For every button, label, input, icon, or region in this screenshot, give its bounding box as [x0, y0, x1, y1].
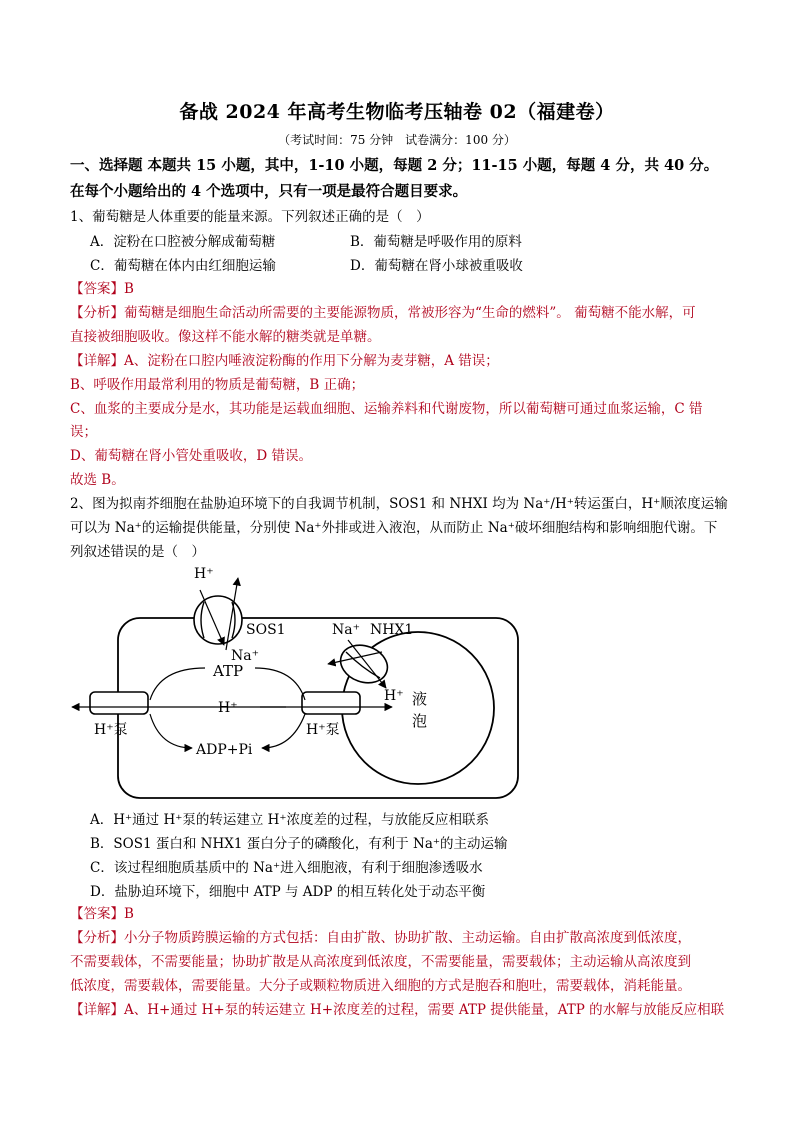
q1-analysis-line1	[70, 302, 730, 324]
q2-option-b: B．SOS1 蛋白和 NHX1 蛋白分子的磷酸化，有利于 Na⁺的主动运输	[90, 836, 508, 852]
answer-value: B	[124, 906, 134, 922]
q2-analysis-line2: 不需要载体，不需要能量；协助扩散是从高浓度到低浓度，不需要能量，需要载体；主动运输从高浓度到	[70, 954, 691, 970]
atp-curve-right	[255, 668, 305, 700]
label-pump-right: H⁺泵	[306, 722, 340, 738]
q1-answer	[70, 278, 730, 300]
q1-detail-line5: D、葡萄糖在肾小管处重吸收，D 错误。	[70, 448, 312, 464]
label-sos1: SOS1	[246, 622, 286, 638]
atp-curve-left	[150, 668, 205, 700]
detail-tag: 【详解】	[70, 353, 124, 369]
analysis-text: 葡萄糖是细胞生命活动所需要的主要能源物质，常被形容为“生命的燃料”。 葡萄糖不能水解，可	[124, 305, 696, 321]
detail-tag: 【详解】	[70, 1002, 124, 1018]
q1-detail-line4: 误；	[70, 424, 97, 440]
sos1-protein	[194, 578, 242, 650]
label-atp: ATP	[213, 662, 244, 680]
q2-analysis-line1	[70, 927, 730, 949]
proton-pump-left	[90, 692, 148, 714]
exam-info: （考试时间：75 分钟 试卷满分：100 分）	[278, 133, 516, 147]
section-heading-line2: 在每个小题给出的 4 个选项中，只有一项是最符合题目要求。	[70, 183, 468, 200]
q1-option-b: B．葡萄糖是呼吸作用的原料	[350, 234, 522, 250]
q1-detail-line3: C、血浆的主要成分是水，其功能是运载血细胞、运输养料和代谢废物，所以葡萄糖可通过血浆运输，C 错	[70, 401, 703, 417]
q1-conclusion: 故选 B。	[70, 472, 125, 488]
q1-stem: 1、葡萄糖是人体重要的能量来源。下列叙述正确的是（ ）	[70, 209, 430, 225]
analysis-text: 小分子物质跨膜运输的方式包括：自由扩散、协助扩散、主动运输。自由扩散高浓度到低浓度，	[124, 930, 691, 946]
detail-text: A、淀粉在口腔内唾液淀粉酶的作用下分解为麦芽糖，A 错误；	[124, 353, 499, 369]
label-h-vac: H⁺	[384, 688, 404, 704]
label-na-nhx1: Na⁺	[332, 622, 360, 638]
q2-option-a: A．H⁺通过 H⁺泵的转运建立 H⁺浓度差的过程，与放能反应相联系	[90, 812, 490, 828]
q1-option-c: C．葡萄糖在体内由红细胞运输	[90, 258, 276, 274]
q2-analysis-line3: 低浓度，需要载体，需要能量。大分子或颗粒物质进入细胞的方式是胞吞和胞吐，需要载体，消耗能量。	[70, 978, 691, 994]
cell-diagram	[60, 556, 540, 806]
label-adp: ADP+Pi	[196, 742, 253, 758]
q1-detail-line2: B、呼吸作用最常利用的物质是葡萄糖，B 正确；	[70, 377, 365, 393]
q2-stem-line1: 2、图为拟南芥细胞在盐胁迫环境下的自我调节机制，SOS1 和 NHXI 均为 Na⁺/H⁺转运蛋白，H⁺顺浓度运输	[70, 496, 728, 512]
label-pump-left: H⁺泵	[94, 722, 128, 738]
q2-detail-line1	[70, 999, 730, 1021]
q2-option-d: D．盐胁迫环境下，细胞中 ATP 与 ADP 的相互转化处于动态平衡	[90, 884, 486, 900]
q2-answer	[70, 903, 730, 925]
q1-option-a: A．淀粉在口腔被分解成葡萄糖	[90, 234, 276, 250]
adp-curve-right	[262, 714, 305, 748]
label-h-top: H⁺	[194, 566, 214, 582]
label-na-sos1: Na⁺	[231, 648, 259, 664]
proton-pump-right	[302, 692, 360, 714]
answer-tag: 【答案】	[70, 906, 124, 922]
q1-analysis-line2: 直接被细胞吸收。像这样不能水解的糖类就是单糖。	[70, 329, 381, 345]
answer-value: B	[124, 281, 134, 297]
answer-tag: 【答案】	[70, 281, 124, 297]
q1-option-d: D．葡萄糖在肾小球被重吸收	[350, 258, 523, 274]
section-heading-line1: 一、选择题 本题共 15 小题，其中，1-10 小题，每题 2 分；11-15 小题，每题 4 分，共 40 分。	[70, 157, 719, 174]
label-vacuole-2: 泡	[412, 712, 428, 730]
q2-stem-line3: 列叙述错误的是（ ）	[70, 544, 205, 560]
label-nhx1: NHX1	[370, 622, 414, 638]
detail-text: A、H+通过 H+泵的转运建立 H+浓度差的过程，需要 ATP 提供能量，ATP 的水解与放能反应相联	[124, 1002, 725, 1018]
q1-detail-line1	[70, 350, 730, 372]
page-title: 备战 2024 年高考生物临考压轴卷 02（福建卷）	[179, 101, 615, 123]
analysis-tag: 【分析】	[70, 305, 124, 321]
adp-curve-left	[150, 714, 192, 748]
q2-option-c: C．该过程细胞质基质中的 Na⁺进入细胞液，有利于细胞渗透吸水	[90, 860, 483, 876]
nhx1-protein	[328, 639, 393, 689]
label-h-mid: H⁺	[218, 700, 238, 716]
label-vacuole-1: 液	[412, 690, 428, 708]
q2-stem-line2: 可以为 Na⁺的运输提供能量，分别使 Na⁺外排或进入液泡，从而防止 Na⁺破坏细胞结构和影响细胞代谢。下	[70, 520, 718, 536]
analysis-tag: 【分析】	[70, 930, 124, 946]
